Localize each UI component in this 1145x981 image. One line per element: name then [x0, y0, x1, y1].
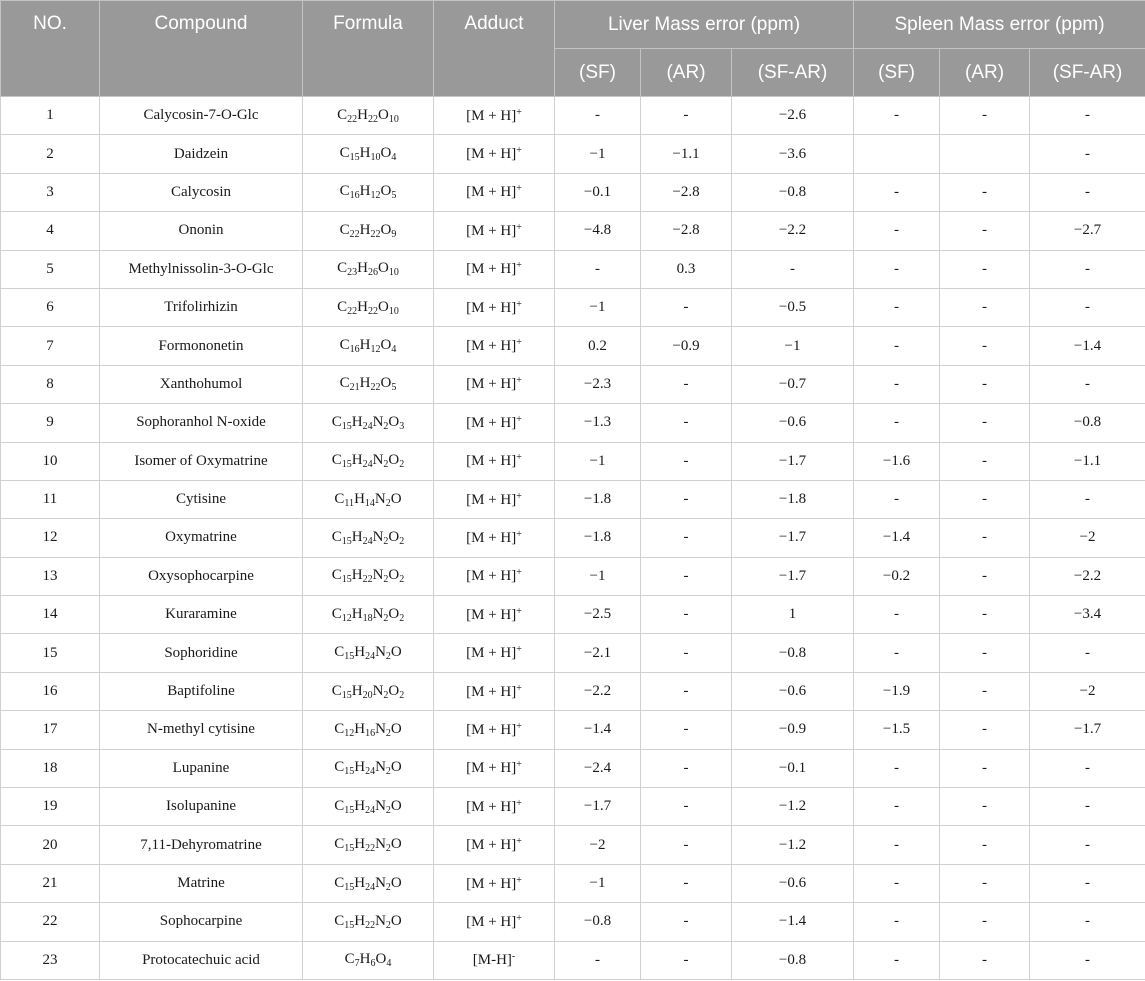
cell-formula: $C_{15}H_{10}O_4$ — [303, 135, 434, 173]
cell-liver-ar: −2.8 — [641, 173, 732, 211]
cell-liver-sf-ar: −2.2 — [732, 212, 854, 250]
cell-liver-sf: −1 — [555, 442, 641, 480]
table-row — [1, 864, 1145, 902]
cell-adduct: [M + H]+ — [434, 826, 555, 864]
cell-spleen-ar: - — [940, 749, 1030, 787]
cell-liver-sf-ar: −0.6 — [732, 864, 854, 902]
cell-liver-sf-ar: −1.7 — [732, 442, 854, 480]
cell-spleen-ar: - — [940, 596, 1030, 634]
cell-compound: Calycosin-7-O-Glc — [100, 97, 303, 135]
cell-adduct: [M + H]+ — [434, 212, 555, 250]
cell-adduct: [M + H]+ — [434, 327, 555, 365]
cell-liver-ar: - — [641, 941, 732, 979]
cell-liver-ar: - — [641, 480, 732, 518]
cell-liver-ar: - — [641, 672, 732, 710]
header-spleen-sf-ar: (SF-AR) — [1030, 49, 1145, 97]
cell-liver-sf-ar: −0.8 — [732, 941, 854, 979]
cell-spleen-sf: - — [854, 788, 940, 826]
cell-spleen-sf: - — [854, 634, 940, 672]
cell-compound: Sophocarpine — [100, 903, 303, 941]
cell-spleen-sf-ar: - — [1030, 634, 1145, 672]
header-liver-sf-ar: (SF-AR) — [732, 49, 854, 97]
cell-no: 15 — [1, 634, 100, 672]
cell-spleen-sf: - — [854, 404, 940, 442]
cell-spleen-sf-ar: −2 — [1030, 672, 1145, 710]
cell-liver-ar: - — [641, 596, 732, 634]
header-adduct: Adduct — [434, 1, 555, 97]
cell-formula: $C_{15}H_{22}N_2O_2$ — [303, 557, 434, 595]
cell-spleen-sf: - — [854, 250, 940, 288]
cell-spleen-sf-ar: −2 — [1030, 519, 1145, 557]
table-row — [1, 97, 1145, 135]
cell-spleen-sf: - — [854, 173, 940, 211]
cell-no: 11 — [1, 480, 100, 518]
cell-adduct: [M + H]+ — [434, 404, 555, 442]
cell-spleen-sf-ar: - — [1030, 173, 1145, 211]
cell-formula: $C_{22}H_{22}O_{10}$ — [303, 97, 434, 135]
cell-liver-ar: - — [641, 442, 732, 480]
cell-no: 1 — [1, 97, 100, 135]
cell-spleen-sf: - — [854, 365, 940, 403]
header-row-top — [1, 1, 1145, 49]
cell-adduct: [M + H]+ — [434, 173, 555, 211]
cell-adduct: [M + H]+ — [434, 250, 555, 288]
cell-liver-sf-ar: 1 — [732, 596, 854, 634]
cell-spleen-sf-ar: - — [1030, 941, 1145, 979]
cell-formula: $C_{22}H_{22}O_9$ — [303, 212, 434, 250]
cell-liver-sf: −4.8 — [555, 212, 641, 250]
cell-liver-ar: - — [641, 711, 732, 749]
cell-no: 8 — [1, 365, 100, 403]
cell-spleen-ar: - — [940, 672, 1030, 710]
cell-formula: $C_{15}H_{24}N_2O_3$ — [303, 404, 434, 442]
cell-compound: Oxysophocarpine — [100, 557, 303, 595]
cell-liver-ar: - — [641, 826, 732, 864]
cell-spleen-sf-ar: −1.7 — [1030, 711, 1145, 749]
cell-spleen-sf-ar: - — [1030, 749, 1145, 787]
cell-spleen-sf: - — [854, 903, 940, 941]
cell-no: 23 — [1, 941, 100, 979]
cell-liver-sf-ar: −0.5 — [732, 288, 854, 326]
cell-compound: N-methyl cytisine — [100, 711, 303, 749]
cell-formula: $C_{12}H_{16}N_2O$ — [303, 711, 434, 749]
table-row — [1, 941, 1145, 979]
cell-compound: Calycosin — [100, 173, 303, 211]
cell-adduct: [M + H]+ — [434, 557, 555, 595]
header-liver-sf: (SF) — [555, 49, 641, 97]
header-no: NO. — [1, 1, 100, 97]
cell-spleen-sf: - — [854, 941, 940, 979]
cell-liver-sf: −2.4 — [555, 749, 641, 787]
table-row — [1, 480, 1145, 518]
cell-liver-sf-ar: −1.2 — [732, 826, 854, 864]
cell-spleen-sf: - — [854, 212, 940, 250]
cell-adduct: [M + H]+ — [434, 749, 555, 787]
cell-liver-sf-ar: −1.2 — [732, 788, 854, 826]
header-spleen-sf: (SF) — [854, 49, 940, 97]
cell-liver-sf-ar: −0.1 — [732, 749, 854, 787]
cell-spleen-ar: - — [940, 288, 1030, 326]
cell-spleen-sf: −0.2 — [854, 557, 940, 595]
cell-liver-sf: −1.3 — [555, 404, 641, 442]
cell-spleen-sf — [854, 135, 940, 173]
cell-liver-ar: - — [641, 634, 732, 672]
cell-spleen-sf-ar: −3.4 — [1030, 596, 1145, 634]
cell-liver-ar: - — [641, 903, 732, 941]
cell-no: 17 — [1, 711, 100, 749]
cell-no: 22 — [1, 903, 100, 941]
cell-no: 14 — [1, 596, 100, 634]
cell-adduct: [M + H]+ — [434, 672, 555, 710]
cell-compound: Sophoridine — [100, 634, 303, 672]
cell-liver-sf: - — [555, 250, 641, 288]
cell-adduct: [M + H]+ — [434, 711, 555, 749]
cell-liver-sf: −0.1 — [555, 173, 641, 211]
cell-liver-sf-ar: −1.8 — [732, 480, 854, 518]
cell-no: 10 — [1, 442, 100, 480]
cell-spleen-ar: - — [940, 788, 1030, 826]
cell-spleen-ar: - — [940, 250, 1030, 288]
cell-spleen-sf-ar: - — [1030, 365, 1145, 403]
cell-spleen-ar: - — [940, 404, 1030, 442]
cell-liver-ar: - — [641, 749, 732, 787]
cell-liver-sf: −2 — [555, 826, 641, 864]
table-row — [1, 404, 1145, 442]
cell-no: 9 — [1, 404, 100, 442]
cell-adduct: [M + H]+ — [434, 97, 555, 135]
cell-liver-sf: −2.3 — [555, 365, 641, 403]
table-row — [1, 173, 1145, 211]
cell-spleen-sf-ar: −2.7 — [1030, 212, 1145, 250]
cell-compound: Isolupanine — [100, 788, 303, 826]
cell-spleen-sf-ar: - — [1030, 903, 1145, 941]
cell-formula: $C_{15}H_{22}N_2O$ — [303, 826, 434, 864]
cell-liver-sf: 0.2 — [555, 327, 641, 365]
cell-liver-ar: - — [641, 288, 732, 326]
cell-compound: Trifolirhizin — [100, 288, 303, 326]
cell-compound: Daidzein — [100, 135, 303, 173]
cell-spleen-ar: - — [940, 212, 1030, 250]
cell-liver-sf-ar: −0.9 — [732, 711, 854, 749]
cell-compound: Oxymatrine — [100, 519, 303, 557]
cell-liver-ar: −0.9 — [641, 327, 732, 365]
cell-spleen-sf-ar: −1.4 — [1030, 327, 1145, 365]
cell-formula: $C_{15}H_{24}N_2O$ — [303, 749, 434, 787]
cell-compound: Isomer of Oxymatrine — [100, 442, 303, 480]
cell-no: 6 — [1, 288, 100, 326]
cell-spleen-ar: - — [940, 634, 1030, 672]
cell-spleen-ar: - — [940, 941, 1030, 979]
cell-liver-sf-ar: −1 — [732, 327, 854, 365]
cell-spleen-ar: - — [940, 442, 1030, 480]
cell-no: 20 — [1, 826, 100, 864]
cell-formula: $C_{12}H_{18}N_2O_2$ — [303, 596, 434, 634]
cell-spleen-sf-ar: - — [1030, 826, 1145, 864]
cell-spleen-sf-ar: −2.2 — [1030, 557, 1145, 595]
cell-liver-sf: −1.8 — [555, 480, 641, 518]
header-compound: Compound — [100, 1, 303, 97]
cell-no: 4 — [1, 212, 100, 250]
cell-compound: Baptifoline — [100, 672, 303, 710]
cell-spleen-sf-ar: - — [1030, 864, 1145, 902]
cell-spleen-sf-ar: −1.1 — [1030, 442, 1145, 480]
cell-formula: $C_{16}H_{12}O_5$ — [303, 173, 434, 211]
cell-spleen-ar: - — [940, 864, 1030, 902]
cell-spleen-sf-ar: - — [1030, 250, 1145, 288]
cell-liver-sf-ar: −0.8 — [732, 173, 854, 211]
cell-liver-sf: −1.7 — [555, 788, 641, 826]
cell-no: 16 — [1, 672, 100, 710]
cell-liver-ar: - — [641, 788, 732, 826]
cell-spleen-sf-ar: - — [1030, 288, 1145, 326]
cell-spleen-sf-ar: - — [1030, 97, 1145, 135]
table-row — [1, 596, 1145, 634]
table-row — [1, 212, 1145, 250]
cell-liver-ar: - — [641, 519, 732, 557]
cell-liver-sf: −1.4 — [555, 711, 641, 749]
table-row — [1, 250, 1145, 288]
cell-liver-ar: - — [641, 365, 732, 403]
cell-liver-ar: 0.3 — [641, 250, 732, 288]
table-row — [1, 327, 1145, 365]
cell-no: 2 — [1, 135, 100, 173]
table-body — [1, 97, 1145, 980]
cell-liver-sf-ar: −2.6 — [732, 97, 854, 135]
table-row — [1, 365, 1145, 403]
cell-liver-sf: −1 — [555, 557, 641, 595]
cell-liver-sf: −0.8 — [555, 903, 641, 941]
cell-compound: Cytisine — [100, 480, 303, 518]
cell-spleen-ar: - — [940, 97, 1030, 135]
cell-spleen-sf: - — [854, 749, 940, 787]
cell-formula: $C_{15}H_{24}N_2O$ — [303, 864, 434, 902]
table-row — [1, 135, 1145, 173]
table-row — [1, 749, 1145, 787]
cell-spleen-ar: - — [940, 519, 1030, 557]
header-spleen-mass-error: Spleen Mass error (ppm) — [854, 1, 1145, 49]
cell-compound: Lupanine — [100, 749, 303, 787]
cell-formula: $C_7H_6O_4$ — [303, 941, 434, 979]
cell-liver-sf: −2.1 — [555, 634, 641, 672]
cell-liver-ar: - — [641, 557, 732, 595]
cell-no: 19 — [1, 788, 100, 826]
cell-liver-sf: - — [555, 97, 641, 135]
cell-liver-sf: −1 — [555, 135, 641, 173]
table-row — [1, 672, 1145, 710]
cell-liver-sf-ar: - — [732, 250, 854, 288]
cell-no: 7 — [1, 327, 100, 365]
cell-compound: 7,11-Dehyromatrine — [100, 826, 303, 864]
cell-spleen-ar: - — [940, 365, 1030, 403]
cell-formula: $C_{15}H_{20}N_2O_2$ — [303, 672, 434, 710]
table-row — [1, 788, 1145, 826]
cell-spleen-sf: - — [854, 97, 940, 135]
cell-compound: Matrine — [100, 864, 303, 902]
cell-adduct: [M + H]+ — [434, 480, 555, 518]
cell-liver-sf-ar: −0.7 — [732, 365, 854, 403]
cell-spleen-sf: −1.6 — [854, 442, 940, 480]
cell-spleen-ar: - — [940, 480, 1030, 518]
cell-spleen-ar: - — [940, 903, 1030, 941]
cell-formula: $C_{15}H_{22}N_2O$ — [303, 903, 434, 941]
cell-liver-sf-ar: −1.4 — [732, 903, 854, 941]
cell-adduct: [M + H]+ — [434, 519, 555, 557]
cell-formula: $C_{15}H_{24}N_2O$ — [303, 634, 434, 672]
cell-formula: $C_{23}H_{26}O_{10}$ — [303, 250, 434, 288]
cell-adduct: [M + H]+ — [434, 864, 555, 902]
cell-spleen-ar: - — [940, 711, 1030, 749]
cell-spleen-sf: - — [854, 327, 940, 365]
cell-liver-sf-ar: −3.6 — [732, 135, 854, 173]
cell-spleen-ar: - — [940, 327, 1030, 365]
cell-liver-sf: −1 — [555, 864, 641, 902]
cell-liver-ar: −2.8 — [641, 212, 732, 250]
cell-liver-sf-ar: −1.7 — [732, 557, 854, 595]
cell-formula: $C_{16}H_{12}O_4$ — [303, 327, 434, 365]
cell-no: 5 — [1, 250, 100, 288]
cell-spleen-sf-ar: −0.8 — [1030, 404, 1145, 442]
cell-no: 21 — [1, 864, 100, 902]
table-row — [1, 903, 1145, 941]
cell-adduct: [M-H]- — [434, 941, 555, 979]
cell-adduct: [M + H]+ — [434, 365, 555, 403]
cell-formula: $C_{15}H_{24}N_2O$ — [303, 788, 434, 826]
cell-liver-ar: - — [641, 97, 732, 135]
cell-liver-sf-ar: −1.7 — [732, 519, 854, 557]
cell-formula: $C_{15}H_{24}N_2O_2$ — [303, 442, 434, 480]
cell-spleen-sf-ar: - — [1030, 788, 1145, 826]
cell-adduct: [M + H]+ — [434, 788, 555, 826]
cell-liver-sf: −2.2 — [555, 672, 641, 710]
table-row — [1, 288, 1145, 326]
header-liver-ar: (AR) — [641, 49, 732, 97]
cell-liver-sf: - — [555, 941, 641, 979]
cell-compound: Sophoranhol N-oxide — [100, 404, 303, 442]
cell-liver-ar: - — [641, 404, 732, 442]
cell-spleen-sf: - — [854, 826, 940, 864]
cell-compound: Xanthohumol — [100, 365, 303, 403]
cell-liver-sf-ar: −0.6 — [732, 404, 854, 442]
cell-liver-sf-ar: −0.6 — [732, 672, 854, 710]
cell-spleen-sf: - — [854, 864, 940, 902]
table-row — [1, 634, 1145, 672]
cell-spleen-sf: −1.9 — [854, 672, 940, 710]
cell-spleen-sf: - — [854, 288, 940, 326]
cell-adduct: [M + H]+ — [434, 288, 555, 326]
cell-liver-ar: −1.1 — [641, 135, 732, 173]
cell-formula: $C_{22}H_{22}O_{10}$ — [303, 288, 434, 326]
cell-no: 18 — [1, 749, 100, 787]
cell-liver-ar: - — [641, 864, 732, 902]
cell-adduct: [M + H]+ — [434, 442, 555, 480]
cell-spleen-ar: - — [940, 826, 1030, 864]
table-row — [1, 826, 1145, 864]
cell-compound: Ononin — [100, 212, 303, 250]
cell-spleen-ar — [940, 135, 1030, 173]
table-row — [1, 557, 1145, 595]
header-liver-mass-error: Liver Mass error (ppm) — [555, 1, 854, 49]
cell-spleen-sf-ar: - — [1030, 135, 1145, 173]
cell-no: 12 — [1, 519, 100, 557]
table-row — [1, 442, 1145, 480]
table-row — [1, 711, 1145, 749]
cell-spleen-sf: −1.5 — [854, 711, 940, 749]
cell-adduct: [M + H]+ — [434, 903, 555, 941]
cell-liver-sf: −1 — [555, 288, 641, 326]
table-header — [1, 1, 1145, 97]
cell-liver-sf: −1.8 — [555, 519, 641, 557]
cell-no: 3 — [1, 173, 100, 211]
cell-spleen-sf: −1.4 — [854, 519, 940, 557]
cell-compound: Formononetin — [100, 327, 303, 365]
cell-compound: Methylnissolin-3-O-Glc — [100, 250, 303, 288]
table-row — [1, 519, 1145, 557]
cell-adduct: [M + H]+ — [434, 596, 555, 634]
cell-formula: $C_{21}H_{22}O_5$ — [303, 365, 434, 403]
cell-adduct: [M + H]+ — [434, 135, 555, 173]
header-formula: Formula — [303, 1, 434, 97]
cell-formula: $C_{15}H_{24}N_2O_2$ — [303, 519, 434, 557]
cell-liver-sf-ar: −0.8 — [732, 634, 854, 672]
cell-spleen-ar: - — [940, 173, 1030, 211]
header-spleen-ar: (AR) — [940, 49, 1030, 97]
cell-formula: $C_{11}H_{14}N_2O$ — [303, 480, 434, 518]
cell-adduct: [M + H]+ — [434, 634, 555, 672]
cell-spleen-ar: - — [940, 557, 1030, 595]
cell-spleen-sf: - — [854, 596, 940, 634]
cell-no: 13 — [1, 557, 100, 595]
cell-spleen-sf-ar: - — [1030, 480, 1145, 518]
cell-spleen-sf: - — [854, 480, 940, 518]
cell-compound: Kuraramine — [100, 596, 303, 634]
cell-liver-sf: −2.5 — [555, 596, 641, 634]
cell-compound: Protocatechuic acid — [100, 941, 303, 979]
